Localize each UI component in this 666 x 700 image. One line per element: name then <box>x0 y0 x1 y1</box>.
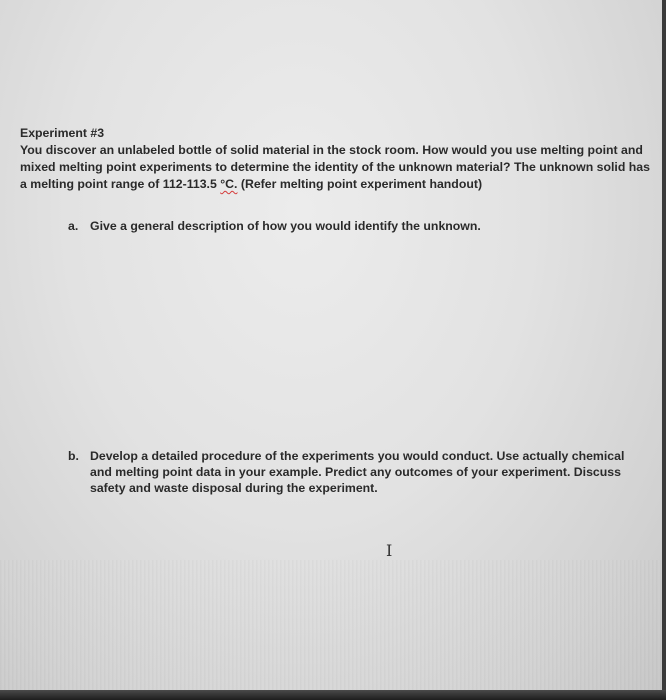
intro-unit-misspelled: °C. <box>220 177 238 191</box>
question-a-text: Give a general description of how you would identify the unknown. <box>90 219 481 233</box>
question-b-marker: b. <box>68 449 79 463</box>
intro-text-end: (Refer melting point experiment handout) <box>237 177 483 191</box>
experiment-section <box>20 125 650 193</box>
experiment-intro[interactable] <box>20 142 650 193</box>
question-a[interactable] <box>68 218 648 235</box>
question-b[interactable] <box>68 448 648 496</box>
screen-bezel <box>0 690 666 700</box>
question-b-text: Develop a detailed procedure of the experiments you would conduct. Use actually chemical and melting point data in your example. Predict any outcomes of your experiment. Discuss safety and waste disposal during the experiment. <box>90 449 625 495</box>
intro-text: You discover an unlabeled bottle of solid material in the stock room. How would you use melting point and mixed melting point experiments to determine the identity of the unknown material? The unknown solid has a melting point range of 112-113.5 <box>20 143 650 191</box>
experiment-heading: Experiment #3 <box>20 126 105 140</box>
screen-edge <box>662 0 666 700</box>
text-cursor-icon: I <box>386 541 393 560</box>
question-a-marker: a. <box>68 219 79 233</box>
